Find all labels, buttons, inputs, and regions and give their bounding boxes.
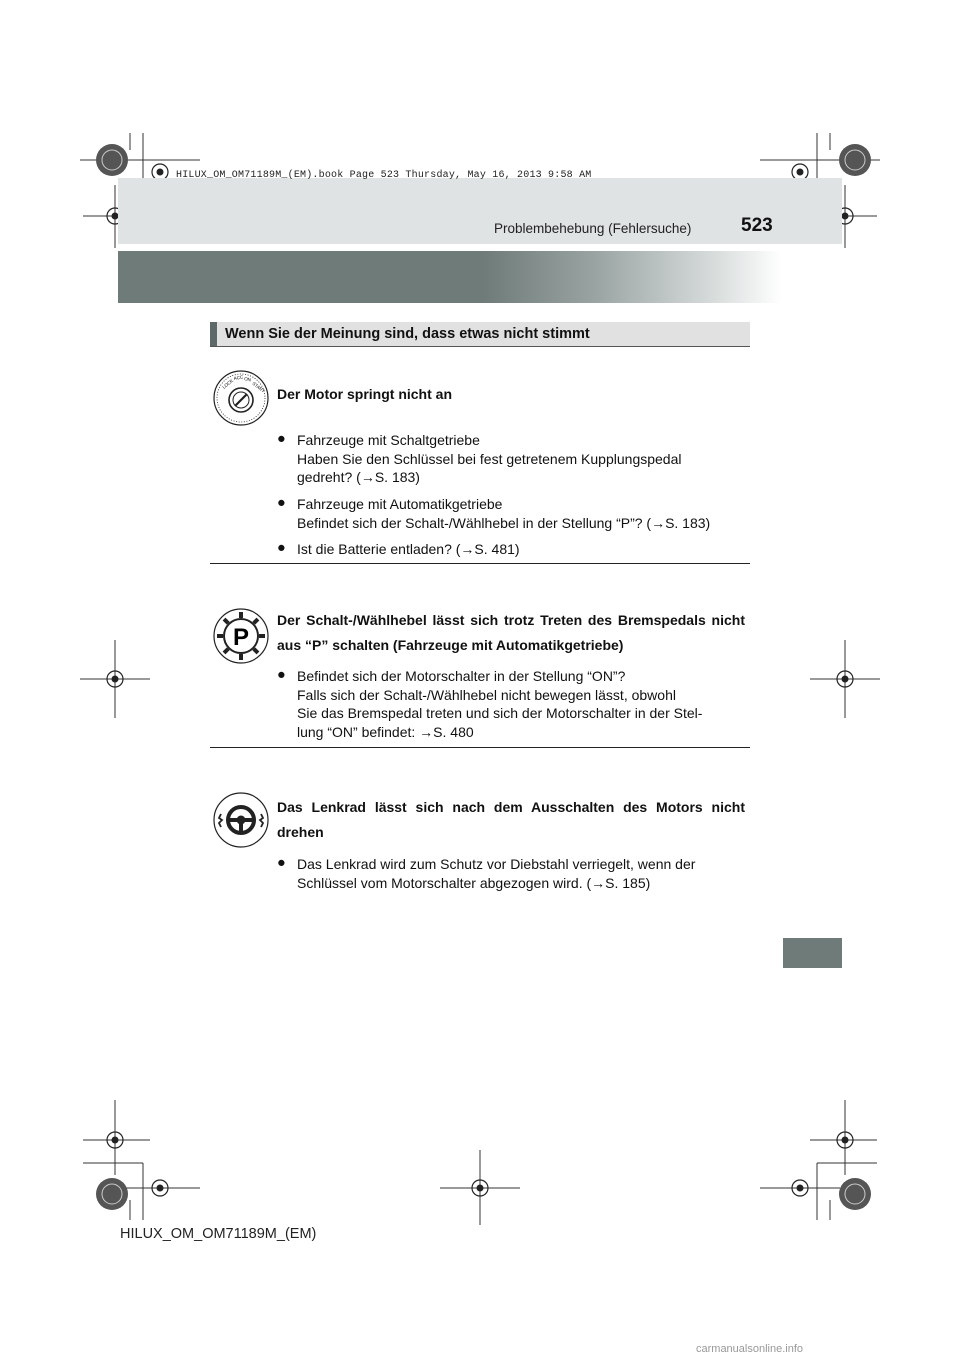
shift-lock-p-icon (213, 608, 269, 664)
p-label: P (232, 624, 250, 651)
bullet-icon: ● (277, 431, 286, 447)
bullet-icon: ● (277, 540, 286, 556)
bullet-icon: ● (277, 667, 286, 683)
heading-text: Wenn Sie der Meinung sind, dass etwas nicht stimmt (225, 326, 590, 342)
chapter-band (118, 251, 782, 303)
steering-lock-icon (213, 792, 269, 848)
ignition-key-icon (213, 370, 269, 426)
acc-label: ACC (233, 374, 244, 381)
list-item: Ist die Batterie entladen? (→S. 481) (297, 541, 520, 557)
running-section-title: Problembehebung (Fehlersuche) (494, 221, 692, 236)
section-title: Das Lenkrad lässt sich nach dem Ausschalten des Motors nicht drehen (277, 799, 745, 840)
section-title: Der Motor springt nicht an (277, 386, 452, 402)
chapter-tab (783, 938, 842, 968)
heading-accent (210, 322, 217, 346)
watermark: carmanualsonline.info (696, 1343, 804, 1355)
on-label: ON (243, 376, 252, 383)
header-band (118, 178, 842, 244)
footer-doc-code: HILUX_OM_OM71189M_(EM) (120, 1226, 317, 1242)
file-stamp: HILUX_OM_OM71189M_(EM).book Page 523 Thursday, May 16, 2013 9:58 AM (176, 170, 592, 181)
bullet-icon: ● (277, 855, 286, 871)
list-item: Fahrzeuge mit Automatikgetriebe Befindet sich der Schalt-/Wählhebel in der Stellung “P”? (→S. 183) (297, 496, 711, 531)
list-item: Befindet sich der Motorschalter in der Stellung “ON”? Falls sich der Schalt-/Wählhebel nicht bewegen lässt, obwohl Sie das Bremspedal treten und sich der Motorschalter in der Stel- lung “ON” befindet: →S. 480 (297, 668, 703, 740)
page-number: 523 (741, 215, 773, 236)
section-divider (210, 747, 750, 748)
bullet-icon: ● (277, 495, 286, 511)
list-item: Das Lenkrad wird zum Schutz vor Diebstahl verriegelt, wenn der Schlüssel vom Motorschalter abgezogen wird. (→S. 185) (297, 856, 696, 891)
section-title: Der Schalt-/Wählhebel lässt sich trotz Treten des Bremspedals nicht aus “P” schalten (Fahrzeuge mit Automatikgetriebe) (277, 612, 745, 653)
start-label: START (251, 380, 266, 394)
section-divider (210, 563, 750, 564)
lock-label: LOCK (221, 378, 235, 390)
list-item: Fahrzeuge mit Schaltgetriebe Haben Sie den Schlüssel bei fest getretenem Kupplungspedal gedreht? (→S. 183) (297, 432, 682, 485)
